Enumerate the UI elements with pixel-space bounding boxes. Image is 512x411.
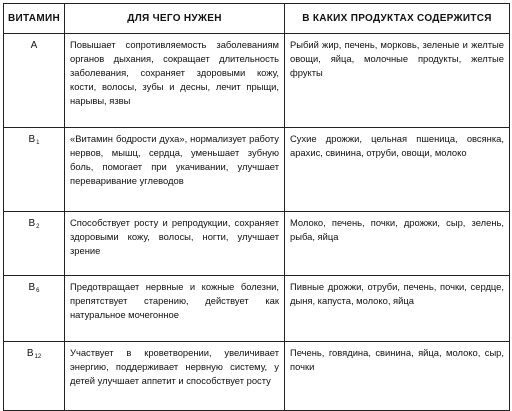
purpose-cell: «Витамин бодрости духа», нормализует работу нервов, мышц, сердца, уменьшает зубную боль, помогает при укачивании, улучшает переваривание углеводов [65,128,285,212]
purpose-cell: Повышает сопротивляемость заболеваниям органов дыхания, сокращает длительность заболевания, сохраняет здоровыми кожу, кости, волосы, зубы и десны, лечит прыщи, нарывы, язвы [65,34,285,128]
vitamin-subscript: 12 [34,354,42,360]
vitamin-cell [4,342,65,411]
table-header-row [4,4,510,34]
vitamin-cell [4,276,65,342]
table-row [4,212,510,276]
sources-cell: Молоко, печень, почки, дрожжи, сыр, зелень, рыба, яйца [285,212,510,276]
sources-cell: Печень, говядина, свинина, яйца, молоко, сыр, почки [285,342,510,411]
vitamins-table [3,3,510,411]
vitamin-subscript: 1 [36,140,40,146]
table-row [4,342,510,411]
sources-cell: Рыбий жир, печень, морковь, зеленые и желтые овощи, яйца, молочные продукты, желтые фрукты [285,34,510,128]
table-row [4,276,510,342]
purpose-cell: Участвует в кроветворении, увеличивает энергию, поддерживает нервную систему, у детей улучшает аппетит и способствует росту [65,342,285,411]
purpose-cell: Способствует росту и репродукции, сохраняет здоровыми кожу, волосы, ногти, улучшает зрение [65,212,285,276]
table-row [4,34,510,128]
vitamin-name: A [30,40,38,51]
vitamin-cell [4,34,65,128]
header-purpose: ДЛЯ ЧЕГО НУЖЕН [65,4,285,34]
table-row [4,128,510,212]
vitamin-name: B [28,218,36,229]
vitamin-name: B [26,348,34,359]
sources-cell: Пивные дрожжи, отруби, печень, почки, сердце, дыня, капуста, молоко, яйца [285,276,510,342]
vitamin-name: B [28,134,36,145]
vitamin-cell [4,128,65,212]
vitamin-name: B [28,282,36,293]
vitamin-cell [4,212,65,276]
vitamin-subscript: 2 [36,224,40,230]
header-sources: В КАКИХ ПРОДУКТАХ СОДЕРЖИТСЯ [285,4,510,34]
header-vitamin: ВИТАМИН [4,4,65,34]
vitamin-subscript: 6 [36,288,40,294]
sources-cell: Сухие дрожжи, цельная пшеница, овсянка, арахис, свинина, отруби, овощи, молоко [285,128,510,212]
purpose-cell: Предотвращает нервные и кожные болезни, препятствует старению, действует как натуральное мочегонное [65,276,285,342]
